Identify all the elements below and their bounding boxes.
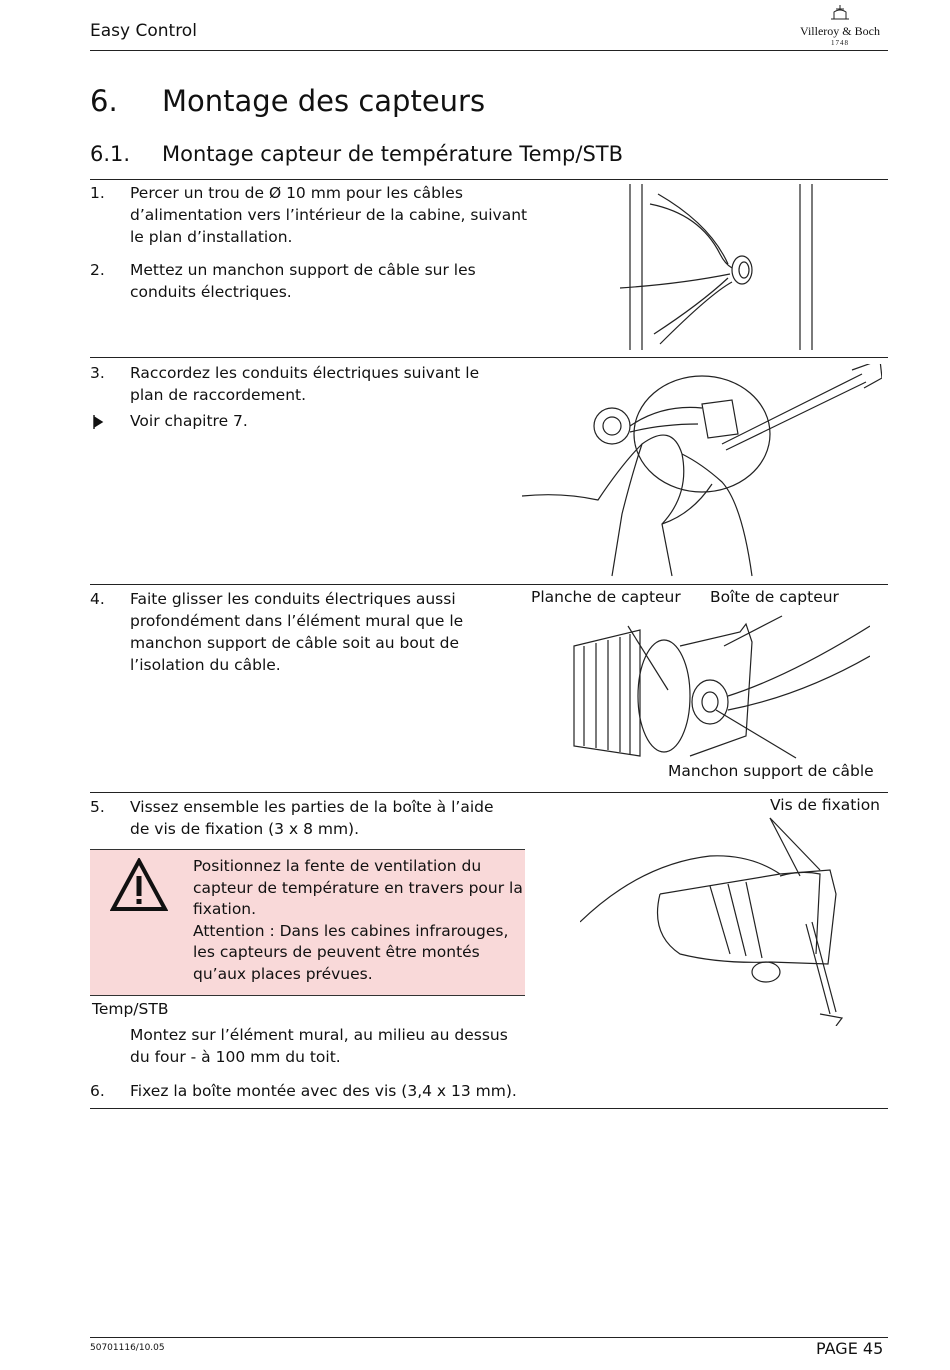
step-line: Vissez ensemble les parties de la boîte à l’aide [130,798,494,816]
divider-rule [90,1108,888,1109]
step-number: 2. [90,261,105,279]
temp-stb-heading: Temp/STB [92,1000,169,1018]
step-line: Faite glisser les conduits électriques aussi [130,590,456,608]
step-number: 1. [90,184,105,202]
warning-line: Attention : Dans les cabines infrarouges, [193,921,509,940]
warning-line: fixation. [193,900,257,918]
step-line: Fixez la boîte montée avec des vis (3,4 x 13 mm). [130,1082,517,1100]
subsection-number: 6.1. [90,142,131,166]
step-number: 3. [90,364,105,382]
document-title: Easy Control [90,21,197,41]
document-code: 50701116/10.05 [90,1343,165,1353]
step-line: d’alimentation vers l’intérieur de la cabine, suivant [130,206,528,224]
cable-hole-illustration [620,184,820,352]
label-manchon: Manchon support de câble [668,762,874,780]
step-line: Montez sur l’élément mural, au milieu au dessus [130,1026,508,1044]
label-boite: Boîte de capteur [710,588,839,606]
box-mounting-illustration [580,814,870,1026]
step-number: 6. [90,1082,105,1100]
header-rule [90,50,888,51]
wiring-hand-illustration [522,364,882,578]
step-line: l’isolation du câble. [130,656,281,674]
subsection-heading [90,142,623,166]
warning-line: capteur de température en travers pour la [193,878,523,897]
step-line: manchon support de câble soit au bout de [130,634,460,652]
brand-year: 1748 [831,39,849,47]
step-line: de vis de fixation (3 x 8 mm). [130,820,360,838]
label-vis: Vis de fixation [770,796,880,814]
divider-rule [90,792,888,793]
warning-line: qu’aux places prévues. [193,964,373,983]
warning-line: les capteurs de peuvent être montés [193,943,480,961]
divider-rule [90,357,888,358]
step-line: Percer un trou de Ø 10 mm pour les câbles [130,184,463,202]
warning-text [193,856,523,985]
footer-rule [90,1337,888,1338]
step-line: profondément dans l’élément mural que le [130,612,464,630]
step-line: Raccordez les conduits électriques suivant le [130,364,480,382]
step-line: du four - à 100 mm du toit. [130,1048,341,1066]
step-line: Mettez un manchon support de câble sur les [130,261,476,279]
label-planche: Planche de capteur [531,588,681,606]
step-line: plan de raccordement. [130,386,307,404]
step-number: 4. [90,590,105,608]
brand-name: Villeroy & Boch [800,24,880,38]
section-number: 6. [90,84,118,118]
divider-rule [90,584,888,585]
step-line: le plan d’installation. [130,228,293,246]
subsection-title: Montage capteur de température Temp/STB [162,142,624,166]
reference-text: Voir chapitre 7. [130,412,248,430]
brand-emblem-icon [825,4,855,22]
section-title: Montage des capteurs [162,84,486,118]
brand-logo [792,4,888,47]
warning-triangle-icon [110,858,168,912]
step-line: conduits électriques. [130,283,292,301]
subsection-rule [90,179,888,180]
warning-line: Positionnez la fente de ventilation du [193,857,482,875]
section-heading [90,84,485,118]
page-number: PAGE 45 [816,1339,884,1358]
arrow-bullet-icon [92,414,104,430]
sensor-box-illustration [560,606,870,762]
step-number: 5. [90,798,105,816]
